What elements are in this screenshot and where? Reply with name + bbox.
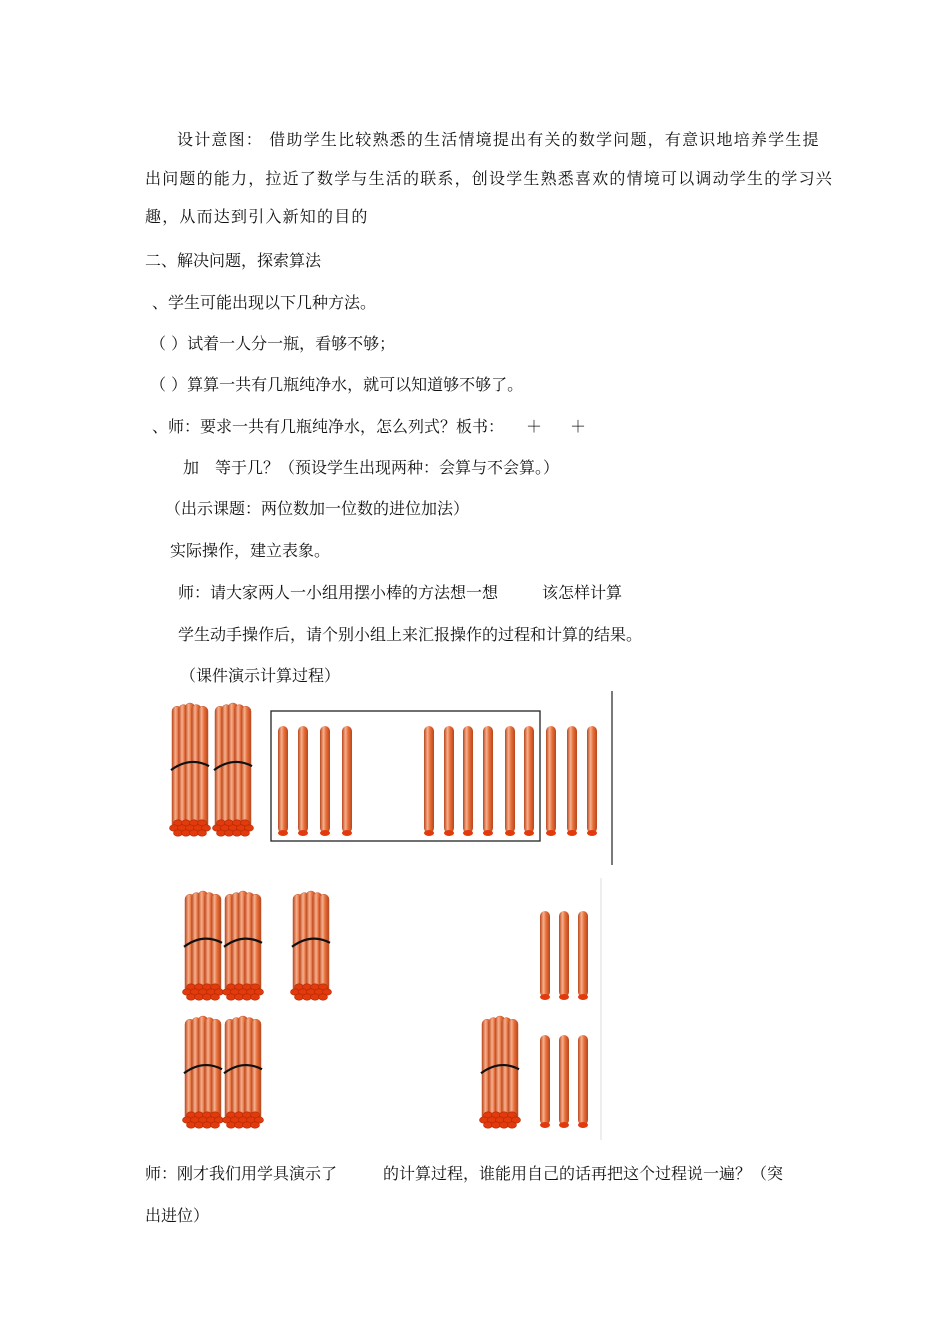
lesson-topic: （出示课题：两位数加一位数的进位加法） [165, 499, 470, 518]
counting-stick [424, 726, 434, 836]
teacher-prompt-2-b: 的计算过程，谁能用自己的话再把这个过程说一遍？（突 [383, 1164, 784, 1183]
item-2b-rest: 等于几？（预设学生出现两种：会算与不会算。） [215, 458, 560, 477]
student-activity: 学生动手操作后，请个别小组上来汇报操作的过程和计算的结果。 [178, 625, 643, 644]
counting-stick [567, 726, 577, 836]
teacher-prompt-1-b: 该怎样计算 [542, 583, 623, 602]
counting-stick [320, 726, 330, 836]
plus-sign-1: ＋ [526, 417, 543, 436]
stick-bundle [170, 703, 211, 836]
item-1a: （ ）试着一人分一瓶，看够不够； [150, 334, 396, 353]
counting-stick [444, 726, 454, 836]
counting-stick [278, 726, 288, 836]
figure-1-sticks [170, 703, 598, 836]
stick-bundle [183, 891, 224, 1000]
design-intent-line-3: 趣，从而达到引入新知的目的 [145, 207, 369, 226]
stick-bundle [480, 1016, 521, 1128]
figure-2-sticks [183, 891, 589, 1128]
regroup-box [271, 711, 540, 841]
teacher-prompt-2-continued: 出进位） [145, 1206, 210, 1225]
stick-bundle [213, 703, 254, 836]
counting-stick [342, 726, 352, 836]
courseware-note: （课件演示计算过程） [180, 666, 341, 685]
counting-stick [559, 1035, 569, 1128]
teacher-prompt-2 [145, 1164, 783, 1184]
item-1b: （ ）算算一共有几瓶纯净水，就可以知道够不够了。 [150, 375, 524, 394]
plus-sign-2: ＋ [570, 417, 587, 436]
counting-stick [298, 726, 308, 836]
counting-stick [578, 911, 588, 1000]
counting-stick [540, 911, 550, 1000]
counting-stick [505, 726, 515, 836]
item-2-text: 、师：要求一共有几瓶纯净水，怎么列式？板书： [152, 417, 505, 436]
stick-bundle [223, 1016, 264, 1128]
item-2b-add: 加 [183, 458, 200, 477]
item-1: 、学生可能出现以下几种方法。 [152, 293, 377, 312]
stick-bundle [223, 891, 264, 1000]
design-intent-line-2: 出问题的能力，拉近了数学与生活的联系，创设学生熟悉喜欢的情境可以调动学生的学习兴 [145, 169, 834, 188]
stick-bundle [183, 1016, 224, 1128]
counting-stick [587, 726, 597, 836]
counting-stick [578, 1035, 588, 1128]
counting-stick [540, 1035, 550, 1128]
counting-stick [546, 726, 556, 836]
section-heading-2: 二、解决问题，探索算法 [145, 251, 322, 270]
counting-stick [463, 726, 473, 836]
counting-stick [524, 726, 534, 836]
teacher-prompt-2-a: 师：刚才我们用学具演示了 [145, 1164, 338, 1183]
stick-bundle [291, 891, 332, 1000]
hands-on-heading: 实际操作，建立表象。 [170, 541, 331, 560]
counting-stick [483, 726, 493, 836]
counting-stick [559, 911, 569, 1000]
teacher-prompt-1-a: 师：请大家两人一小组用摆小棒的方法想一想 [178, 583, 499, 602]
design-intent-line-1: 设计意图： 借助学生比较熟悉的生活情境提出有关的数学问题，有意识地培养学生提 [177, 130, 820, 149]
